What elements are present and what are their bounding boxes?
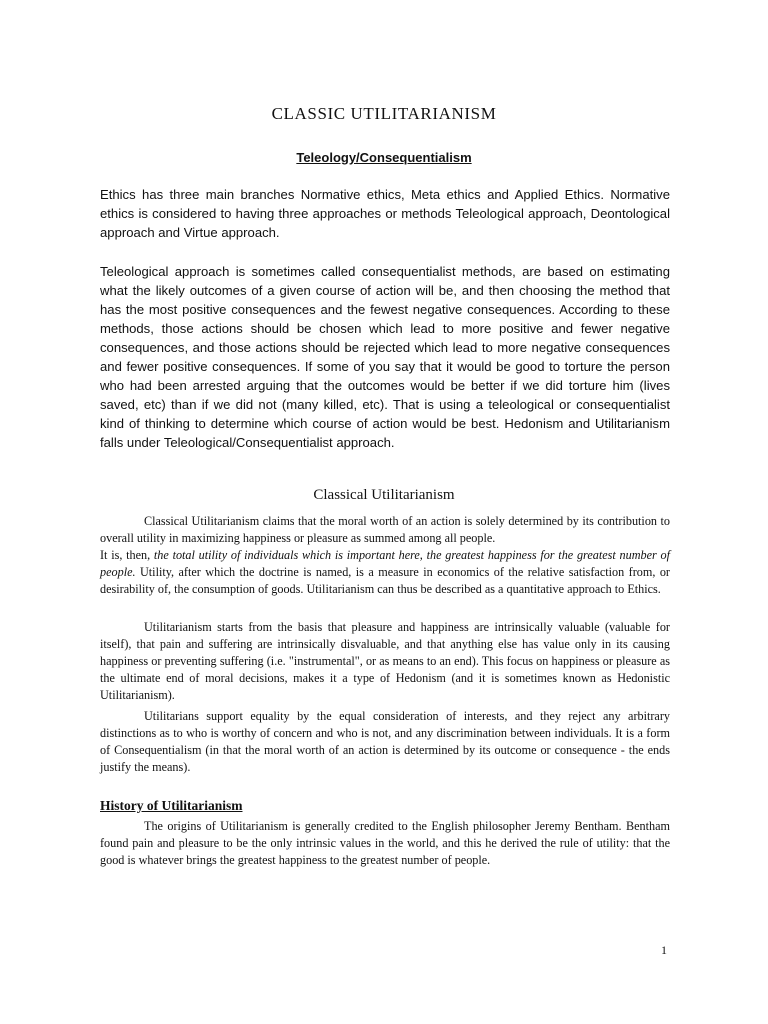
classical-paragraph-1-italic: the total utility of individuals which is important here, the greatest happiness for the greatest number of people.	[100, 548, 670, 579]
classical-paragraph-1-intro: It is, then,	[100, 548, 154, 562]
history-paragraph-1: The origins of Utilitarianism is generally credited to the English philosopher Jeremy Bentham. Bentham found pain and pleasure to be the only intrinsic values in the world, and this he derived the rule of utility: that the good is whatever brings the greatest happiness to the greatest number of people.	[100, 819, 670, 867]
intro-paragraph-1: Ethics has three main branches Normative ethics, Meta ethics and Applied Ethics. Normative ethics is considered to having three approaches or methods Teleological approach, Deontological approach and Virtue approach.	[100, 187, 670, 240]
page-subtitle: Teleology/Consequentialism	[296, 150, 472, 165]
classical-paragraph-2: Utilitarianism starts from the basis that pleasure and happiness are intrinsically valuable (valuable for itself), that pain and suffering are intrinsically disvaluable, and that anything else has value only in its causing happiness or preventing suffering (i.e. "instrumental", or as means to an end). This focus on happiness or pleasure as the ultimate end of moral decisions, makes it a type of Hedonism (and it is sometimes known as Hedonistic Utilitarianism).	[100, 620, 670, 702]
intro-paragraph-2: Teleological approach is sometimes called consequentialist methods, are based on estimating what the likely outcomes of a given course of action will be, and then choosing the method that has the most positive consequences and the fewest negative consequences. According to these methods, those actions should be chosen which lead to more positive and fewer negative consequences, and those actions should be rejected which lead to more negative consequences and fewer positive consequences. If some of you say that it would be good to torture the person who had been arrested arguing that the outcomes would be better if we did torture him (lives saved, etc) than if we did not (many killed, etc). That is using a teleological or consequentialist kind of thinking to determine which course of action would be best. Hedonism and Utilitarianism falls under Teleological/Consequentialist approach.	[100, 264, 670, 450]
classical-paragraph-1-lead: Classical Utilitarianism claims that the moral worth of an action is solely determined by its contribution to overall utility in maximizing happiness or pleasure as summed among all people.	[100, 514, 670, 545]
classical-paragraph-1	[100, 513, 670, 598]
classical-paragraph-1-rest: Utility, after which the doctrine is named, is a measure in economics of the relative satisfaction from, or desirability of, the consumption of goods. Utilitarianism can thus be described as a quantitative approach to Ethics.	[100, 565, 670, 596]
page-number: 1	[661, 943, 667, 957]
classical-utilitarianism-heading: Classical Utilitarianism	[313, 487, 455, 503]
classical-paragraph-3: Utilitarians support equality by the equal consideration of interests, and they reject any arbitrary distinctions as to who is worthy of concern and who is not, and any discrimination between individuals. It is a form of Consequentialism (in that the moral worth of an action is determined by its outcome or consequence - the ends justify the means).	[100, 709, 670, 774]
history-heading: History of Utilitarianism	[100, 798, 243, 813]
page-title: CLASSIC UTILITARIANISM	[271, 104, 497, 123]
classical-paragraph-1-body	[100, 547, 670, 598]
